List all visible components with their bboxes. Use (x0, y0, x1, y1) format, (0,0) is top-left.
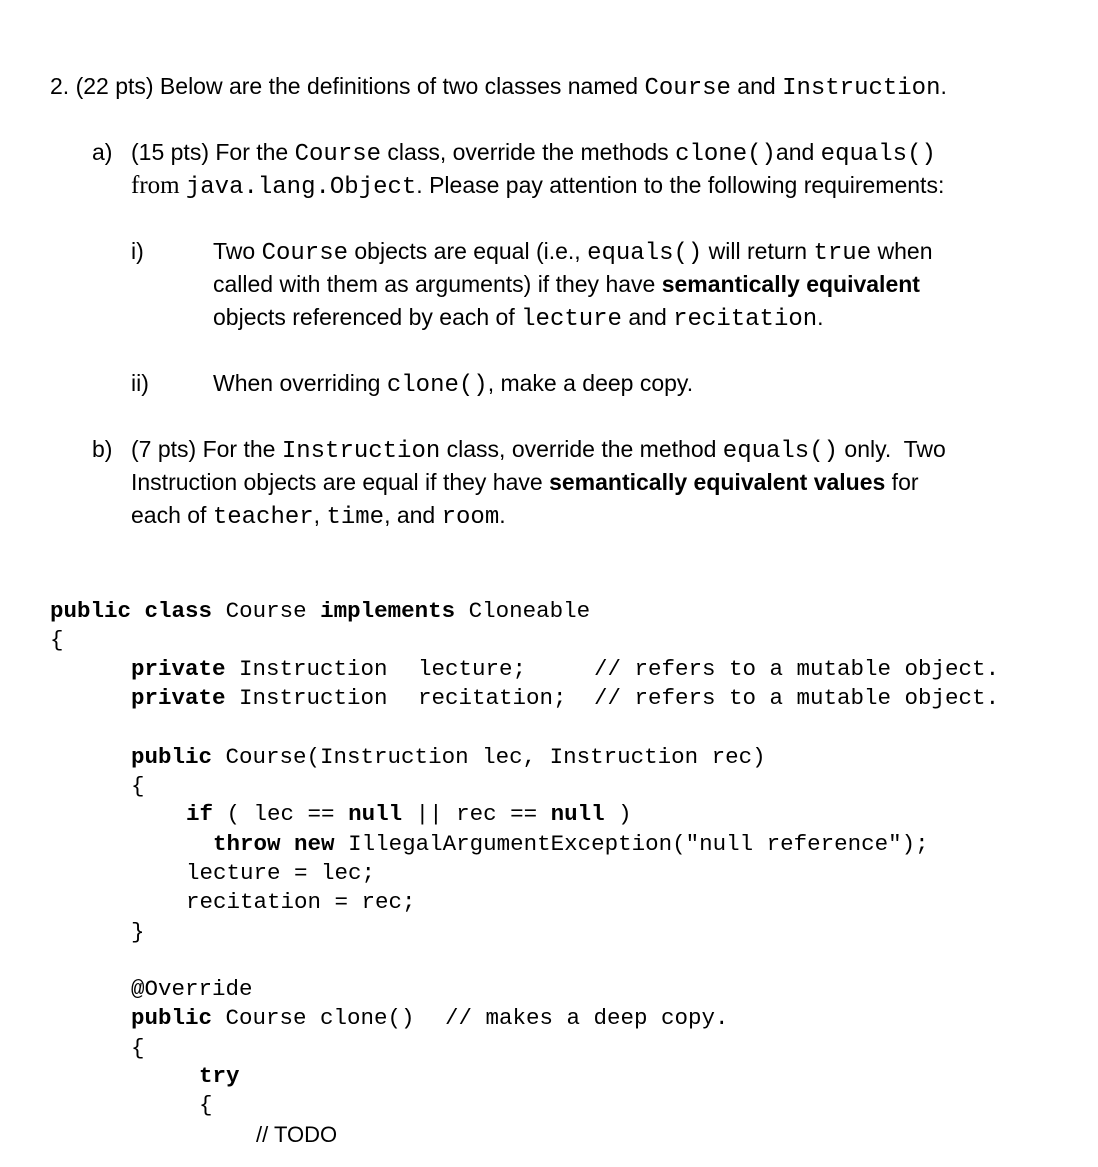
code-comment: // refers to a mutable object. (594, 656, 1000, 682)
code-clone-signature (131, 1004, 415, 1033)
emphasis: semantically equivalent (661, 271, 920, 297)
code-term: room (441, 504, 500, 531)
req-i-line-2 (213, 270, 920, 298)
part-a-text: (15 pts) For the (131, 139, 295, 165)
req-ii-marker: ii) (131, 370, 149, 396)
code-comment: // makes a deep copy. (445, 1005, 729, 1031)
code-constructor-signature (131, 743, 766, 772)
keyword: public (131, 1005, 213, 1031)
class-name-instruction: Instruction (782, 75, 941, 102)
code-term: recitation (673, 306, 818, 333)
field-type: Instruction (239, 685, 388, 711)
code-if-statement (186, 800, 632, 829)
class-name-course: Course (644, 75, 731, 102)
constructor-signature: Course(Instruction lec, Instruction rec) (225, 744, 766, 770)
question-header (50, 72, 947, 103)
req-text: and (621, 304, 674, 330)
part-b-text: Instruction objects are equal if they have (131, 469, 550, 495)
code-field-lecture-name: lecture; (418, 656, 527, 682)
emphasis: semantically equivalent values (549, 469, 886, 495)
part-a-line-1 (131, 138, 936, 169)
code-field-recitation (131, 684, 388, 713)
keyword: new (294, 831, 335, 857)
code-clone-open-brace: { (131, 1035, 145, 1061)
code-term: Course (261, 240, 348, 267)
keyword: throw (213, 831, 281, 857)
part-b-text: (7 pts) For the (131, 436, 282, 462)
part-b-text: each of (131, 502, 213, 528)
part-b-text: only. Two (838, 436, 946, 462)
code-todo-comment (256, 1120, 337, 1151)
code-text: || rec == (402, 801, 551, 827)
keyword: implements (320, 598, 456, 624)
keyword: public (131, 744, 213, 770)
code-term: equals() (722, 438, 839, 465)
code-ctor-open-brace: { (131, 773, 145, 799)
keyword: public (50, 598, 132, 624)
interface-name: Cloneable (468, 598, 591, 624)
code-term: java.lang.Object (185, 174, 417, 201)
code-term: Course (294, 141, 382, 168)
field-type: Instruction (239, 656, 388, 682)
part-a-text: and (775, 139, 821, 165)
req-text: , make a deep copy. (487, 370, 694, 396)
req-ii-line (213, 369, 693, 400)
code-term: equals() (820, 141, 936, 168)
part-a-line-2 (131, 171, 944, 202)
code-text: ( lec == (226, 801, 349, 827)
req-text: objects referenced by each of (213, 304, 522, 330)
req-text: will return (702, 238, 814, 264)
req-text: When overriding (213, 370, 387, 396)
part-b-marker: b) (92, 436, 113, 462)
keyword: private (131, 656, 226, 682)
part-b-text: , and (384, 502, 442, 528)
code-assign-recitation: recitation = rec; (186, 889, 416, 915)
part-a-text: . Please pay attention to the following requirements: (416, 172, 945, 198)
code-ctor-close-brace: } (131, 919, 145, 945)
code-term: teacher (212, 504, 314, 531)
req-i-line-3 (213, 303, 824, 334)
method-signature: Course clone() (225, 1005, 415, 1031)
code-try (199, 1062, 240, 1091)
code-term: lecture (521, 306, 622, 333)
class-name: Course (225, 598, 307, 624)
part-b-text: class, override the method (440, 436, 723, 462)
part-b-text: , (313, 502, 327, 528)
code-term: clone() (675, 141, 776, 168)
keyword: if (186, 801, 214, 827)
part-b-text: . (499, 502, 506, 528)
part-b-line-3 (131, 501, 506, 532)
code-class-open-brace: { (50, 627, 64, 653)
req-text: . (817, 304, 824, 330)
keyword: class (144, 598, 213, 624)
code-comment: // refers to a mutable object. (594, 685, 1000, 711)
part-a-text: from (131, 172, 186, 199)
code-term: time (326, 504, 385, 531)
req-i-marker: i) (131, 238, 144, 264)
req-i-line-1 (213, 237, 932, 268)
code-line-class-decl (50, 597, 590, 626)
todo-comment: // TODO (256, 1122, 338, 1147)
code-assign-lecture: lecture = lec; (186, 860, 376, 886)
code-annotation: @Override (131, 976, 253, 1002)
part-b-text: for (885, 469, 919, 495)
req-text: objects are equal (i.e., (348, 238, 588, 264)
code-term: equals() (587, 240, 703, 267)
question-lead: 2. (22 pts) Below are the definitions of two classes named (50, 73, 645, 99)
keyword: try (199, 1063, 240, 1089)
code-text: ) (604, 801, 632, 827)
part-a-marker: a) (92, 139, 113, 165)
question-and: and (730, 73, 783, 99)
code-field-recitation-name: recitation; (418, 685, 567, 711)
part-b-line-2 (131, 468, 919, 496)
keyword: null (348, 801, 403, 827)
question-end: . (940, 73, 947, 99)
code-term: true (813, 240, 872, 267)
req-text: called with them as arguments) if they have (213, 271, 662, 297)
keyword: null (550, 801, 605, 827)
req-text: Two (213, 238, 262, 264)
code-field-lecture (131, 655, 388, 684)
code-throw-statement (213, 830, 929, 859)
code-term: Instruction (281, 438, 441, 465)
code-try-open-brace: { (199, 1092, 213, 1118)
req-text: when (871, 238, 933, 264)
part-a-text: class, override the methods (381, 139, 676, 165)
part-b-line-1 (131, 435, 946, 466)
code-text: IllegalArgumentException("null reference"); (348, 831, 929, 857)
code-term: clone() (386, 372, 488, 399)
keyword: private (131, 685, 226, 711)
